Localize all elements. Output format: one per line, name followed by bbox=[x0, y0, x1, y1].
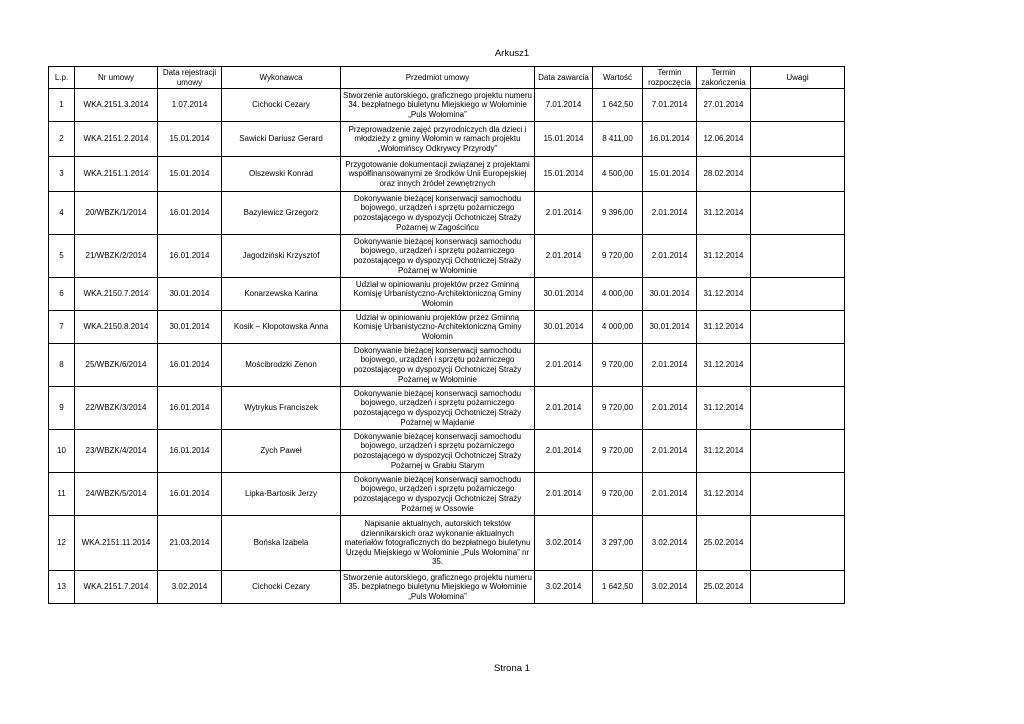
cell-data-rejestracji: 15.01.2014 bbox=[158, 157, 222, 192]
cell-przedmiot: Dokonywanie bieżącej konserwacji samochodu bojowego, urządzeń i sprzętu pożarniczego pozostającego w dyspozycji Ochotniczej Straży Pożarnej w Majdanie bbox=[341, 387, 535, 430]
cell-termin-rozpoczecia: 2.01.2014 bbox=[643, 344, 697, 387]
cell-przedmiot: Udział w opiniowaniu projektów przez Gminną Komisję Urbanistyczno-Architektoniczną Gminy Wołomin bbox=[341, 311, 535, 344]
cell-termin-zakonczenia: 12.06.2014 bbox=[697, 122, 751, 157]
cell-termin-rozpoczecia: 2.01.2014 bbox=[643, 387, 697, 430]
cell-nr-umowy: WKA.2151.2.2014 bbox=[75, 122, 158, 157]
cell-termin-zakonczenia: 31.12.2014 bbox=[697, 235, 751, 278]
cell-uwagi bbox=[751, 89, 845, 122]
cell-nr-umowy: 24/WBZK/5/2014 bbox=[75, 473, 158, 516]
cell-wykonawca: Wytrykus Franciszek bbox=[222, 387, 341, 430]
cell-data-zawarcia: 2.01.2014 bbox=[535, 473, 593, 516]
header-data-zawarcia: Data zawarcia bbox=[535, 67, 593, 89]
cell-data-zawarcia: 2.01.2014 bbox=[535, 235, 593, 278]
cell-wykonawca: Kosik – Kłopotowska Anna bbox=[222, 311, 341, 344]
cell-nr-umowy: 21/WBZK/2/2014 bbox=[75, 235, 158, 278]
cell-wartosc: 4 000,00 bbox=[593, 311, 643, 344]
cell-termin-rozpoczecia: 2.01.2014 bbox=[643, 473, 697, 516]
cell-uwagi bbox=[751, 157, 845, 192]
table-row bbox=[49, 311, 845, 344]
cell-wykonawca: Bazylewicz Grzegorz bbox=[222, 192, 341, 235]
cell-wykonawca: Cichocki Cezary bbox=[222, 89, 341, 122]
cell-data-rejestracji: 16.01.2014 bbox=[158, 192, 222, 235]
cell-uwagi bbox=[751, 278, 845, 311]
header-wykonawca: Wykonawca bbox=[222, 67, 341, 89]
header-wartosc: Wartość bbox=[593, 67, 643, 89]
cell-przedmiot: Przeprowadzenie zajęć przyrodniczych dla dzieci i młodzieży z gminy Wołomin w ramach projektu „Wołomińscy Odkrywcy Przyrody” bbox=[341, 122, 535, 157]
cell-uwagi bbox=[751, 571, 845, 604]
cell-data-zawarcia: 30.01.2014 bbox=[535, 278, 593, 311]
cell-lp: 12 bbox=[49, 516, 75, 571]
cell-wykonawca: Mościbrodzki Zenon bbox=[222, 344, 341, 387]
cell-termin-zakonczenia: 31.12.2014 bbox=[697, 473, 751, 516]
cell-termin-rozpoczecia: 15.01.2014 bbox=[643, 157, 697, 192]
cell-wartosc: 9 720,00 bbox=[593, 387, 643, 430]
table-row bbox=[49, 430, 845, 473]
cell-data-rejestracji: 1.07.2014 bbox=[158, 89, 222, 122]
cell-termin-zakonczenia: 25.02.2014 bbox=[697, 571, 751, 604]
cell-nr-umowy: WKA.2151.11.2014 bbox=[75, 516, 158, 571]
cell-lp: 8 bbox=[49, 344, 75, 387]
cell-wartosc: 1 642,50 bbox=[593, 89, 643, 122]
cell-termin-rozpoczecia: 7.01.2014 bbox=[643, 89, 697, 122]
cell-data-rejestracji: 16.01.2014 bbox=[158, 430, 222, 473]
cell-uwagi bbox=[751, 516, 845, 571]
table-row bbox=[49, 192, 845, 235]
cell-lp: 2 bbox=[49, 122, 75, 157]
cell-wartosc: 9 720,00 bbox=[593, 473, 643, 516]
cell-data-zawarcia: 2.01.2014 bbox=[535, 344, 593, 387]
header-termin-zakonczenia: Termin zakończenia bbox=[697, 67, 751, 89]
cell-nr-umowy: WKA.2150.7.2014 bbox=[75, 278, 158, 311]
cell-lp: 9 bbox=[49, 387, 75, 430]
cell-termin-zakonczenia: 31.12.2014 bbox=[697, 192, 751, 235]
table-row bbox=[49, 89, 845, 122]
cell-nr-umowy: WKA.2151.7.2014 bbox=[75, 571, 158, 604]
cell-wartosc: 8 411,00 bbox=[593, 122, 643, 157]
cell-data-rejestracji: 30.01.2014 bbox=[158, 278, 222, 311]
table-row bbox=[49, 278, 845, 311]
cell-przedmiot: Dokonywanie bieżącej konserwacji samochodu bojowego, urządzeń i sprzętu pożarniczego pozostającego w dyspozycji Ochotniczej Straży Pożarnej w Grabiu Starym bbox=[341, 430, 535, 473]
cell-termin-zakonczenia: 31.12.2014 bbox=[697, 311, 751, 344]
cell-przedmiot: Stworzenie autorskiego, graficznego projektu numeru 34. bezpłatnego biuletynu Miejskiego w Wołominie „Puls Wołomina” bbox=[341, 89, 535, 122]
cell-wartosc: 4 000,00 bbox=[593, 278, 643, 311]
cell-przedmiot: Dokonywanie bieżącej konserwacji samochodu bojowego, urządzeń i sprzętu pożarniczego pozostającego w dyspozycji Ochotniczej Straży Pożarnej w Ossowie bbox=[341, 473, 535, 516]
cell-data-rejestracji: 16.01.2014 bbox=[158, 344, 222, 387]
cell-data-rejestracji: 30.01.2014 bbox=[158, 311, 222, 344]
cell-wartosc: 9 720,00 bbox=[593, 430, 643, 473]
cell-data-rejestracji: 15.01.2014 bbox=[158, 122, 222, 157]
cell-lp: 1 bbox=[49, 89, 75, 122]
cell-wykonawca: Lipka-Bartosik Jerzy bbox=[222, 473, 341, 516]
cell-lp: 7 bbox=[49, 311, 75, 344]
cell-lp: 6 bbox=[49, 278, 75, 311]
cell-nr-umowy: WKA.2151.3.2014 bbox=[75, 89, 158, 122]
cell-data-zawarcia: 3.02.2014 bbox=[535, 516, 593, 571]
cell-termin-rozpoczecia: 30.01.2014 bbox=[643, 311, 697, 344]
cell-lp: 5 bbox=[49, 235, 75, 278]
cell-przedmiot: Dokonywanie bieżącej konserwacji samochodu bojowego, urządzeń i sprzętu pożarniczego pozostającego w dyspozycji Ochotniczej Straży Pożarnej w Wołominie bbox=[341, 235, 535, 278]
cell-termin-rozpoczecia: 2.01.2014 bbox=[643, 192, 697, 235]
cell-nr-umowy: 22/WBZK/3/2014 bbox=[75, 387, 158, 430]
cell-wartosc: 9 720,00 bbox=[593, 235, 643, 278]
cell-nr-umowy: WKA.2151.1.2014 bbox=[75, 157, 158, 192]
cell-przedmiot: Dokonywanie bieżącej konserwacji samochodu bojowego, urządzeń i sprzętu pożarniczego pozostającego w dyspozycji Ochotniczej Straży Pożarnej w Zagościńcu bbox=[341, 192, 535, 235]
table-row bbox=[49, 571, 845, 604]
cell-data-zawarcia: 15.01.2014 bbox=[535, 157, 593, 192]
header-przedmiot: Przedmiot umowy bbox=[341, 67, 535, 89]
cell-uwagi bbox=[751, 192, 845, 235]
cell-wartosc: 3 297,00 bbox=[593, 516, 643, 571]
cell-data-zawarcia: 2.01.2014 bbox=[535, 387, 593, 430]
cell-wartosc: 1 642,50 bbox=[593, 571, 643, 604]
cell-uwagi bbox=[751, 344, 845, 387]
cell-data-rejestracji: 16.01.2014 bbox=[158, 235, 222, 278]
cell-przedmiot: Napisanie aktualnych, autorskich tekstów dziennikarskich oraz wykonanie aktualnych materiałów fotograficznych do bezpłatnego biuletynu Urzędu Miejskiego w Wołominie „Puls Wołomina” nr 35. bbox=[341, 516, 535, 571]
header-data-rejestracji: Data rejestracji umowy bbox=[158, 67, 222, 89]
table-row bbox=[49, 387, 845, 430]
cell-data-zawarcia: 2.01.2014 bbox=[535, 430, 593, 473]
cell-nr-umowy: WKA.2150.8.2014 bbox=[75, 311, 158, 344]
cell-uwagi bbox=[751, 430, 845, 473]
cell-termin-zakonczenia: 25.02.2014 bbox=[697, 516, 751, 571]
cell-wykonawca: Sawicki Dariusz Gerard bbox=[222, 122, 341, 157]
page-footer: Strona 1 bbox=[494, 663, 530, 674]
cell-lp: 11 bbox=[49, 473, 75, 516]
cell-uwagi bbox=[751, 311, 845, 344]
cell-uwagi bbox=[751, 235, 845, 278]
sheet-title: Arkusz1 bbox=[494, 48, 530, 59]
cell-data-zawarcia: 15.01.2014 bbox=[535, 122, 593, 157]
cell-data-rejestracji: 3.02.2014 bbox=[158, 571, 222, 604]
header-nr-umowy: Nr umowy bbox=[75, 67, 158, 89]
cell-data-zawarcia: 30.01.2014 bbox=[535, 311, 593, 344]
cell-wykonawca: Jagodziński Krzysztof bbox=[222, 235, 341, 278]
cell-wykonawca: Zych Paweł bbox=[222, 430, 341, 473]
contracts-table bbox=[48, 66, 845, 604]
cell-data-rejestracji: 16.01.2014 bbox=[158, 387, 222, 430]
table-row bbox=[49, 122, 845, 157]
cell-wykonawca: Olszewski Konrad bbox=[222, 157, 341, 192]
cell-data-rejestracji: 21.03.2014 bbox=[158, 516, 222, 571]
cell-termin-zakonczenia: 31.12.2014 bbox=[697, 278, 751, 311]
cell-nr-umowy: 20/WBZK/1/2014 bbox=[75, 192, 158, 235]
table-row bbox=[49, 235, 845, 278]
cell-wartosc: 9 396,00 bbox=[593, 192, 643, 235]
cell-wykonawca: Bońska Izabela bbox=[222, 516, 341, 571]
cell-wykonawca: Konarzewska Karina bbox=[222, 278, 341, 311]
cell-przedmiot: Dokonywanie bieżącej konserwacji samochodu bojowego, urządzeń i sprzętu pożarniczego pozostającego w dyspozycji Ochotniczej Straży Pożarnej w Wołominie bbox=[341, 344, 535, 387]
cell-uwagi bbox=[751, 122, 845, 157]
cell-lp: 13 bbox=[49, 571, 75, 604]
cell-data-zawarcia: 7.01.2014 bbox=[535, 89, 593, 122]
cell-termin-zakonczenia: 28.02.2014 bbox=[697, 157, 751, 192]
cell-nr-umowy: 25/WBZK/6/2014 bbox=[75, 344, 158, 387]
cell-termin-rozpoczecia: 3.02.2014 bbox=[643, 516, 697, 571]
header-termin-rozpoczecia: Termin rozpoczęcia bbox=[643, 67, 697, 89]
cell-przedmiot: Przygotowanie dokumentacji związanej z projektami współfinansowanymi ze środków Unii Europejskiej oraz innych źródeł zewnętrznych bbox=[341, 157, 535, 192]
cell-uwagi bbox=[751, 387, 845, 430]
cell-termin-rozpoczecia: 16.01.2014 bbox=[643, 122, 697, 157]
cell-przedmiot: Udział w opiniowaniu projektów przez Gminną Komisję Urbanistyczno-Architektoniczną Gminy Wołomin bbox=[341, 278, 535, 311]
table-row bbox=[49, 157, 845, 192]
table-row bbox=[49, 344, 845, 387]
cell-termin-rozpoczecia: 30.01.2014 bbox=[643, 278, 697, 311]
cell-termin-zakonczenia: 31.12.2014 bbox=[697, 387, 751, 430]
cell-wartosc: 4 500,00 bbox=[593, 157, 643, 192]
header-uwagi: Uwagi bbox=[751, 67, 845, 89]
cell-data-rejestracji: 16.01.2014 bbox=[158, 473, 222, 516]
cell-lp: 4 bbox=[49, 192, 75, 235]
cell-termin-zakonczenia: 31.12.2014 bbox=[697, 430, 751, 473]
cell-termin-zakonczenia: 31.12.2014 bbox=[697, 344, 751, 387]
cell-nr-umowy: 23/WBZK/4/2014 bbox=[75, 430, 158, 473]
cell-lp: 3 bbox=[49, 157, 75, 192]
table-row bbox=[49, 516, 845, 571]
cell-termin-rozpoczecia: 2.01.2014 bbox=[643, 430, 697, 473]
table-body bbox=[49, 89, 845, 604]
cell-termin-rozpoczecia: 3.02.2014 bbox=[643, 571, 697, 604]
table-row bbox=[49, 473, 845, 516]
cell-wartosc: 9 720,00 bbox=[593, 344, 643, 387]
header-row bbox=[49, 67, 845, 89]
cell-data-zawarcia: 3.02.2014 bbox=[535, 571, 593, 604]
cell-data-zawarcia: 2.01.2014 bbox=[535, 192, 593, 235]
cell-lp: 10 bbox=[49, 430, 75, 473]
cell-termin-rozpoczecia: 2.01.2014 bbox=[643, 235, 697, 278]
cell-uwagi bbox=[751, 473, 845, 516]
cell-wykonawca: Cichocki Cezary bbox=[222, 571, 341, 604]
header-lp: L.p. bbox=[49, 67, 75, 89]
cell-termin-zakonczenia: 27.01.2014 bbox=[697, 89, 751, 122]
cell-przedmiot: Stworzenie autorskiego, graficznego projektu numeru 35. bezpłatnego biuletynu Miejskiego w Wołominie „Puls Wołomina” bbox=[341, 571, 535, 604]
